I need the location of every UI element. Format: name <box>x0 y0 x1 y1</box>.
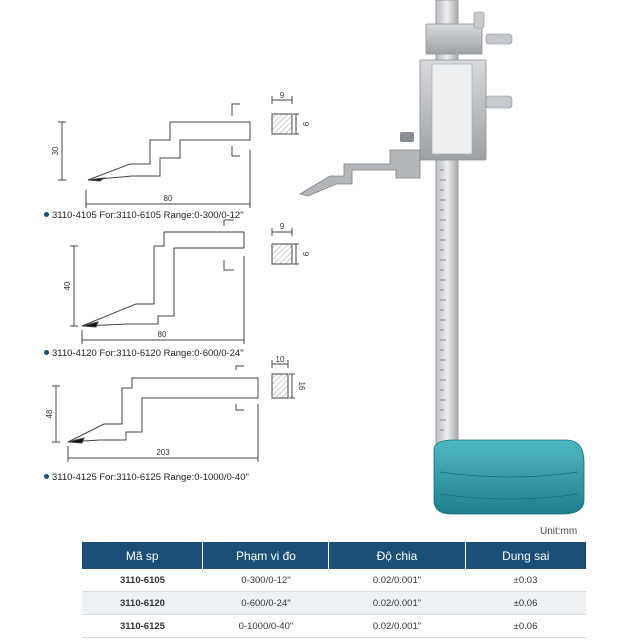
scriber-drawing-3 <box>52 360 295 462</box>
spec-table <box>82 542 586 638</box>
bullet-icon <box>44 350 49 355</box>
cell-resolution: 0.02/0.001" <box>329 615 465 638</box>
bullet-icon <box>44 474 49 479</box>
caption-1: 3110-4105 For:3110-6105 Range:0-300/0-12" <box>44 210 244 221</box>
height-label-1: 30 <box>51 146 60 156</box>
table-row <box>82 569 586 592</box>
height-label-2: 40 <box>63 281 72 291</box>
cell-code: 3110-6120 <box>82 592 203 615</box>
cell-resolution: 0.02/0.001" <box>329 569 465 592</box>
cell-range: 0-1000/0-40" <box>203 615 329 638</box>
height-label-3: 48 <box>45 409 54 419</box>
column-header-resolution: Độ chia <box>329 542 465 569</box>
cell-code: 3110-6105 <box>82 569 203 592</box>
cell-code: 3110-6125 <box>82 615 203 638</box>
scriber-drawing-1 <box>58 96 299 208</box>
scriber-drawing-2 <box>70 220 299 344</box>
caption-3: 3110-4125 For:3110-6125 Range:0-1000/0-40" <box>44 472 249 483</box>
length-label-3: 203 <box>156 448 170 457</box>
bullet-icon <box>44 212 49 217</box>
table-header-row <box>82 542 586 569</box>
cell-resolution: 0.02/0.001" <box>329 592 465 615</box>
caption-2: 3110-4120 For:3110-6120 Range:0-600/0-24" <box>44 348 244 359</box>
length-label-2: 80 <box>157 330 167 339</box>
section-width-label-1: 9 <box>279 91 285 100</box>
cell-range: 0-600/0-24" <box>203 592 329 615</box>
table-row <box>82 615 586 638</box>
section-height-label-2: 9 <box>301 251 310 257</box>
section-width-label-3: 10 <box>275 355 285 364</box>
cell-tolerance: ±0.03 <box>465 569 586 592</box>
cell-range: 0-300/0-12" <box>203 569 329 592</box>
unit-label: Unit:mm <box>540 526 578 537</box>
column-header-tolerance: Dung sai <box>465 542 586 569</box>
column-header-code: Mã sp <box>82 542 203 569</box>
cell-tolerance: ±0.06 <box>465 592 586 615</box>
column-header-range: Phạm vi đo <box>203 542 329 569</box>
table-row <box>82 592 586 615</box>
height-gauge-photo <box>300 0 584 514</box>
section-height-label-1: 9 <box>301 121 310 127</box>
cell-tolerance: ±0.06 <box>465 615 586 638</box>
section-width-label-2: 9 <box>279 222 285 231</box>
section-height-label-3: 16 <box>297 381 306 391</box>
length-label-1: 80 <box>163 194 173 203</box>
